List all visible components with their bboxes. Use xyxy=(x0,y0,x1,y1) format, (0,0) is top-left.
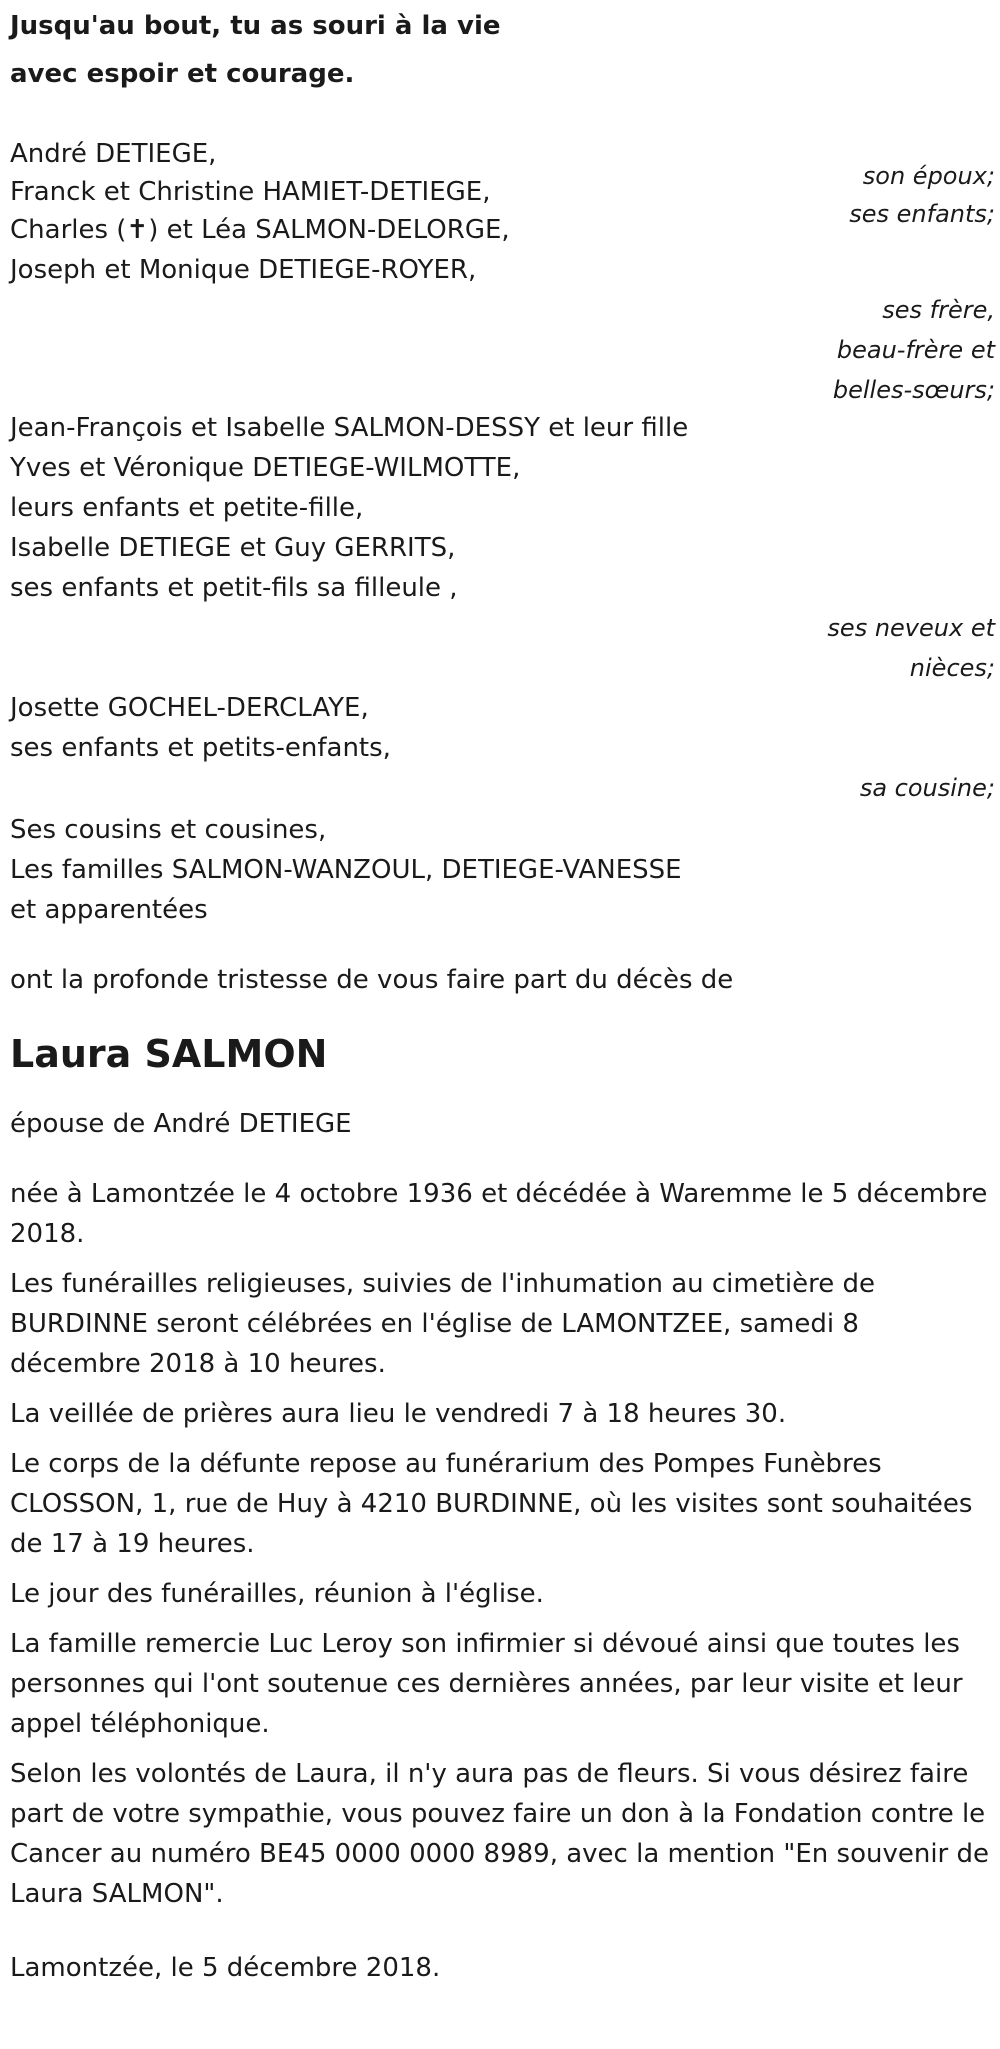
family-role: belles-sœurs; xyxy=(832,376,995,404)
details-paragraph: Le corps de la défunte repose au funérarium des Pompes Funèbres CLOSSON, 1, rue de Huy à 4210 BURDINNE, où les visites sont souhaitées de 17 à 19 heures. xyxy=(10,1449,973,1559)
details-paragraph: Selon les volontés de Laura, il n'y aura pas de fleurs. Si vous désirez faire part de votre sympathie, vous pouvez faire un don à la Fondation contre le Cancer au numéro BE45 0000 0000 8989, avec la mention "En souvenir de Laura SALMON". xyxy=(10,1759,989,1909)
obituary-notice xyxy=(10,0,995,1988)
family-role: nièces; xyxy=(909,654,995,682)
epigraph xyxy=(10,2,995,98)
details-paragraph: Les funérailles religieuses, suivies de l'inhumation au cimetière de BURDINNE seront célébrées en l'église de LAMONTZEE, samedi 8 décembre 2018 à 10 heures. xyxy=(10,1269,876,1379)
closing-line: Lamontzée, le 5 décembre 2018. xyxy=(10,1953,441,1983)
family-name-line: Yves et Véronique DETIEGE-WILMOTTE, xyxy=(10,453,521,483)
spouse-line: épouse de André DETIEGE xyxy=(10,1109,352,1139)
details-paragraph: née à Lamontzée le 4 octobre 1936 et décédée à Waremme le 5 décembre 2018. xyxy=(10,1179,988,1249)
epigraph-line: Jusqu'au bout, tu as souri à la vie xyxy=(10,11,501,41)
extended-family-line: et apparentées xyxy=(10,895,208,925)
family-role: ses neveux et xyxy=(827,614,995,642)
family-name-line: Isabelle DETIEGE et Guy GERRITS, xyxy=(10,533,456,563)
family-name-line: Jean-François et Isabelle SALMON-DESSY et leur fille xyxy=(10,413,689,443)
family-name-line: ses enfants et petit-fils sa filleule , xyxy=(10,573,458,603)
family-role: beau-frère et xyxy=(836,336,995,364)
family-role: sa cousine; xyxy=(859,774,995,802)
details-paragraph: La veillée de prières aura lieu le vendredi 7 à 18 heures 30. xyxy=(10,1399,787,1429)
details-paragraph: Le jour des funérailles, réunion à l'église. xyxy=(10,1579,544,1609)
details xyxy=(10,1174,995,1914)
announcement: ont la profonde tristesse de vous faire part du décès de xyxy=(10,965,734,995)
family-name-line: leurs enfants et petite-fille, xyxy=(10,493,364,523)
family-name-line: ses enfants et petits-enfants, xyxy=(10,733,391,763)
details-paragraph: La famille remercie Luc Leroy son infirmier si dévoué ainsi que toutes les personnes qui l'ont soutenue ces dernières années, par leur visite et leur appel téléphonique. xyxy=(10,1629,963,1739)
family-role: ses enfants; xyxy=(849,200,995,228)
family-name-line: Joseph et Monique DETIEGE-ROYER, xyxy=(10,255,477,285)
extended-family-line: Ses cousins et cousines, xyxy=(10,815,327,845)
family-group-cousin xyxy=(10,688,995,808)
family-name-line: Charles (✝) et Léa SALMON-DELORGE, xyxy=(10,215,510,245)
family-role: son époux; xyxy=(862,162,995,190)
family-name-line: Josette GOCHEL-DERCLAYE, xyxy=(10,693,369,723)
extended-family-line: Les familles SALMON-WANZOUL, DETIEGE-VANESSE xyxy=(10,855,682,885)
family-group-nephews-nieces xyxy=(10,408,995,688)
deceased-name: Laura SALMON xyxy=(10,1032,328,1076)
family-name-line: André DETIEGE, xyxy=(10,139,217,169)
extended-family xyxy=(10,810,730,930)
family-name-line: Franck et Christine HAMIET-DETIEGE, xyxy=(10,177,491,207)
family-group-siblings xyxy=(10,210,995,410)
family-role: ses frère, xyxy=(882,296,995,324)
epigraph-line: avec espoir et courage. xyxy=(10,59,355,89)
